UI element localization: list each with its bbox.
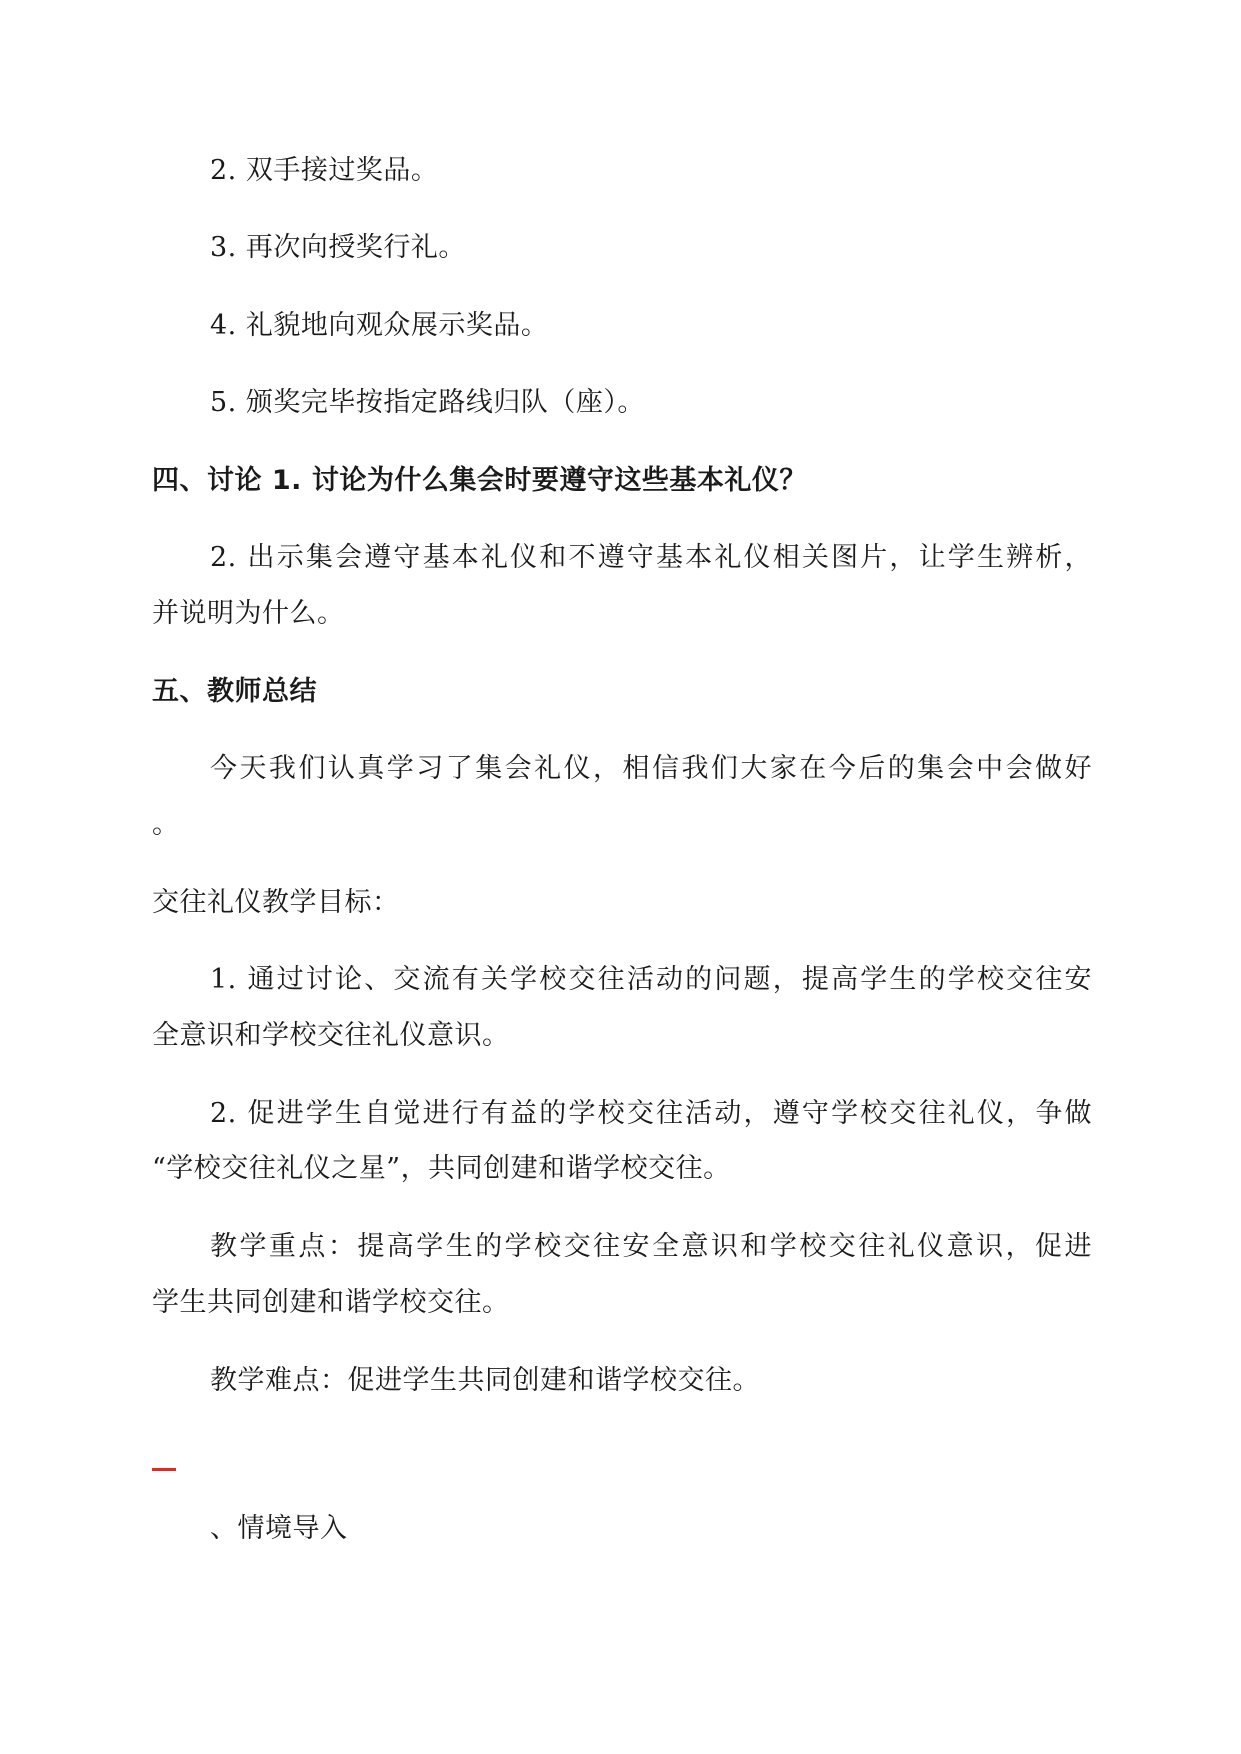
list-item-4: 4. 礼貌地向观众展示奖品。	[210, 310, 549, 341]
difficulty-point: 教学难点：促进学生共同创建和谐学校交往。	[210, 1365, 760, 1396]
intro-heading: 、情境导入	[210, 1513, 348, 1544]
summary-paragraph-line1: 今天我们认真学习了集会礼仪，相信我们大家在今后的集会中会做好	[210, 753, 1092, 784]
goal-1-line2: 全意识和学校交往礼仪意识。	[152, 1020, 510, 1051]
summary-paragraph-line2: 。	[152, 809, 180, 840]
discussion-item-2-line1: 2. 出示集会遵守基本礼仪和不遵守基本礼仪相关图片，让学生辨析，	[210, 542, 1092, 573]
section-heading-summary: 五、教师总结	[152, 676, 317, 707]
key-point-line2: 学生共同创建和谐学校交往。	[152, 1287, 510, 1318]
goals-title: 交往礼仪教学目标：	[152, 887, 400, 918]
goal-2-line1: 2. 促进学生自觉进行有益的学校交往活动，遵守学校交往礼仪，争做	[210, 1098, 1092, 1129]
list-item-5: 5. 颁奖完毕按指定路线归队（座）。	[210, 387, 645, 418]
discussion-item-2-line2: 并说明为什么。	[152, 598, 345, 629]
goal-1-line1: 1. 通过讨论、交流有关学校交往活动的问题，提高学生的学校交往安	[210, 964, 1092, 995]
list-item-3: 3. 再次向授奖行礼。	[210, 232, 466, 263]
goal-2-line2: “学校交往礼仪之星”，共同创建和谐学校交往。	[152, 1153, 731, 1184]
section-heading-discussion: 四、讨论 1. 讨论为什么集会时要遵守这些基本礼仪？	[152, 465, 807, 496]
list-item-2: 2. 双手接过奖品。	[210, 155, 439, 186]
red-dash-mark	[152, 1468, 176, 1471]
key-point-line1: 教学重点：提高学生的学校交往安全意识和学校交往礼仪意识，促进	[210, 1231, 1092, 1262]
